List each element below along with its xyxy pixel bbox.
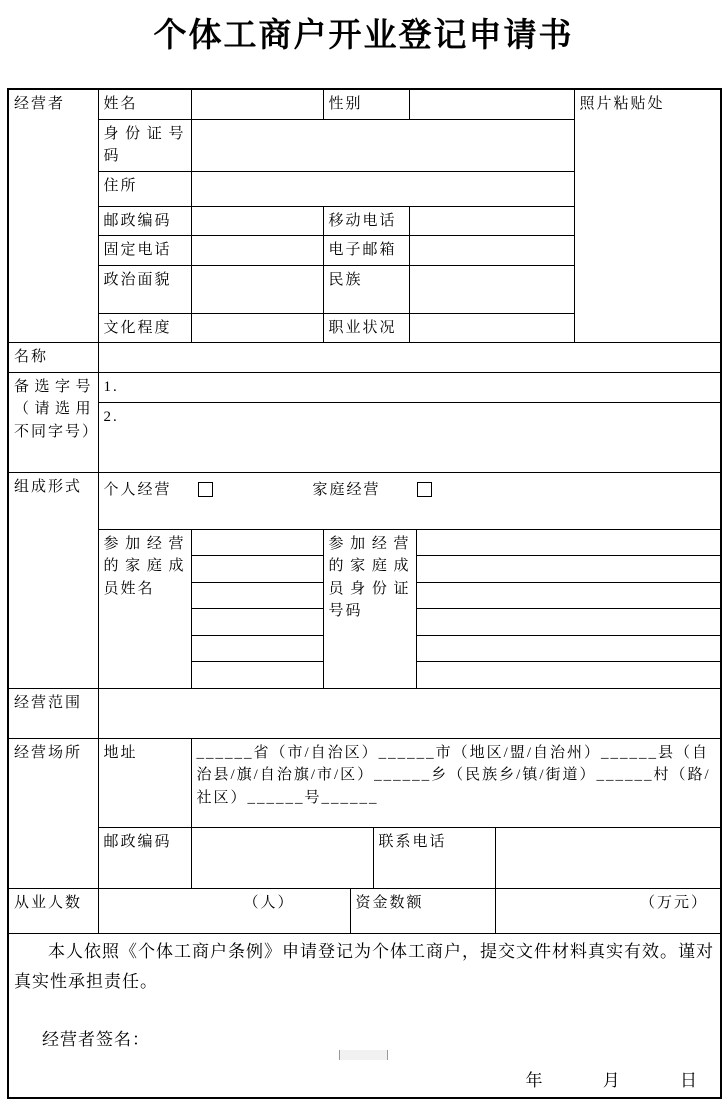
mobile-input-cell[interactable] [409,206,574,236]
family-operation-label: 家庭经营 [312,481,381,498]
member-id-input-3[interactable] [416,582,721,608]
education-label: 文化程度 [98,313,191,343]
landline-label: 固定电话 [98,236,191,266]
member-name-input-4[interactable] [191,608,323,635]
premises-postal-input-cell[interactable] [191,827,373,888]
composition-choice-cell [98,472,721,529]
photo-paste-area[interactable]: 照片粘贴处 [574,89,721,343]
capital-label: 资金数额 [350,888,495,933]
member-name-input-3[interactable] [191,582,323,608]
alt-name-2-input-cell[interactable]: 2. [98,402,721,472]
month-label[interactable]: 月 [602,1071,622,1090]
ethnicity-label: 民族 [323,265,409,313]
gender-label: 性别 [323,89,409,119]
contact-phone-input-cell[interactable] [495,827,721,888]
premises-address-input-cell[interactable]: ______省（市/自治区）______市（地区/盟/自治州）______县（自治县/旗/自治旗/市/区）______乡（民族乡/镇/街道）______村（路/社区）______号______ [191,738,721,827]
operator-section-label: 经营者 [8,89,98,343]
education-input-cell[interactable] [191,313,323,343]
email-input-cell[interactable] [409,236,574,266]
member-id-input-6[interactable] [416,661,721,688]
id-number-input-cell[interactable] [191,119,574,171]
ethnicity-input-cell[interactable] [409,265,574,313]
operator-signature-label[interactable]: 经营者签名： [42,1029,150,1049]
date-line [14,1068,715,1094]
landline-input-cell[interactable] [191,236,323,266]
residence-label: 住所 [98,171,191,206]
occupation-label: 职业状况 [323,313,409,343]
occupation-input-cell[interactable] [409,313,574,343]
name-input-cell[interactable] [191,89,323,119]
individual-operation-label: 个人经营 [103,481,172,498]
individual-operation-checkbox[interactable] [198,482,213,497]
premises-section-label: 经营场所 [8,738,98,888]
business-name-label: 名称 [8,343,98,373]
premises-postal-label: 邮政编码 [98,827,191,888]
mobile-label: 移动电话 [323,206,409,236]
operator-postal-label: 邮政编码 [98,206,191,236]
business-name-input-cell[interactable] [98,343,721,373]
registration-form-table [7,88,722,1099]
member-name-input-5[interactable] [191,635,323,661]
next-page-table-fragment [339,1050,388,1060]
member-name-input-6[interactable] [191,661,323,688]
members-name-label: 参加经营的家庭成员姓名 [98,529,191,688]
day-label[interactable]: 日 [680,1071,700,1090]
member-name-input-1[interactable] [191,529,323,555]
business-scope-input-cell[interactable] [98,688,721,738]
composition-choice-row [104,476,716,502]
business-scope-label: 经营范围 [8,688,98,738]
member-id-input-2[interactable] [416,555,721,582]
member-name-input-2[interactable] [191,555,323,582]
employees-label: 从业人数 [8,888,98,933]
premises-address-label: 地址 [98,738,191,827]
declaration-cell [8,933,721,1098]
operator-postal-input-cell[interactable] [191,206,323,236]
alt-name-1-input-cell[interactable]: 1. [98,372,721,402]
member-id-input-1[interactable] [416,529,721,555]
name-label: 姓名 [98,89,191,119]
residence-input-cell[interactable] [191,171,574,206]
year-label[interactable]: 年 [525,1071,545,1090]
capital-input-cell[interactable]: （万元） [495,888,721,933]
email-label: 电子邮箱 [323,236,409,266]
declaration-text: 本人依照《个体工商户条例》申请登记为个体工商户，提交文件材料真实有效。谨对真实性承担责任。 [14,941,714,991]
family-operation-checkbox[interactable] [417,482,432,497]
alt-names-label: 备选字号（请选用不同字号） [8,372,98,472]
employees-input-cell[interactable]: （人） [98,888,350,933]
political-status-input-cell[interactable] [191,265,323,313]
political-status-label: 政治面貌 [98,265,191,313]
members-id-label: 参加经营的家庭成员身份证号码 [323,529,416,688]
member-id-input-4[interactable] [416,608,721,635]
id-number-label: 身份证号码 [98,119,191,171]
contact-phone-label: 联系电话 [373,827,495,888]
page-title: 个体工商户开业登记申请书 [153,18,574,54]
gender-input-cell[interactable] [409,89,574,119]
member-id-input-5[interactable] [416,635,721,661]
composition-section-label: 组成形式 [8,472,98,688]
